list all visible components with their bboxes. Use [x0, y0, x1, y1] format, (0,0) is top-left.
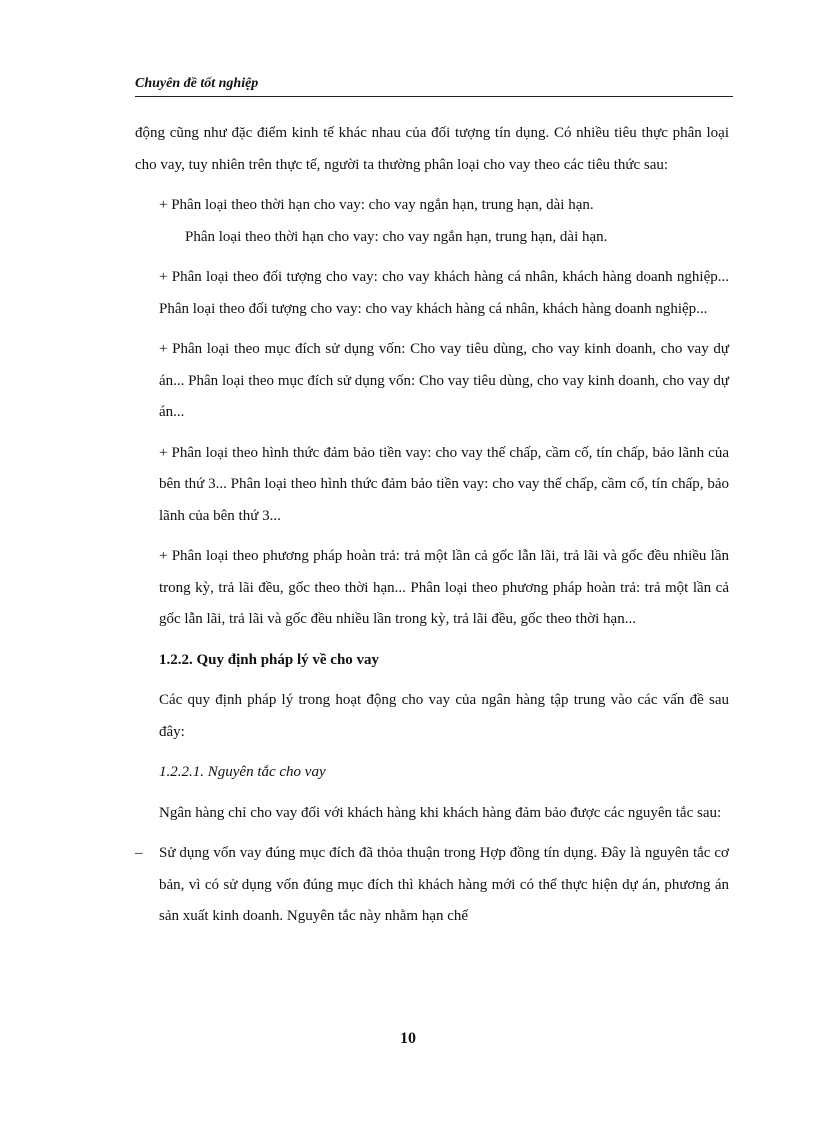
intro-paragraph: động cũng như đặc điểm kinh tế khác nhau của đối tượng tín dụng. Có nhiều tiêu thực phân loại cho vay, tuy nhiên trên thực tế, người ta thường phân loại cho vay theo các tiêu thức sau: — [135, 125, 729, 173]
classification-item-term-repeat: Phân loại theo thời hạn cho vay: cho vay ngắn hạn, trung hạn, dài hạn. — [185, 228, 608, 245]
section-heading: 1.2.2. Quy định pháp lý về cho vay — [159, 651, 380, 668]
classification-item-repayment: + Phân loại theo phương pháp hoàn trả: trả một lần cả gốc lẫn lãi, trả lãi và gốc đều nhiều lần trong kỳ, trả lãi đều, gốc theo thời hạn... Phân loại theo phương pháp hoàn trả: trả một lần cả gốc lẫn lãi, trả lãi và gốc đều nhiều lần trong kỳ, trả lãi đều, gốc theo thời hạn... — [159, 548, 729, 627]
subsection-heading: 1.2.2.1. Nguyên tắc cho vay — [159, 764, 326, 780]
header-rule — [135, 96, 733, 97]
page-body — [135, 118, 729, 933]
dash-bullet: – — [135, 845, 143, 861]
classification-item-purpose: + Phân loại theo mục đích sử dụng vốn: Cho vay tiêu dùng, cho vay kinh doanh, cho vay dự án... Phân loại theo mục đích sử dụng vốn: Cho vay tiêu dùng, cho vay kinh doanh, cho vay dự án... — [159, 341, 729, 420]
subsection-intro-paragraph: Ngân hàng chỉ cho vay đối với khách hàng khi khách hàng đảm bảo được các nguyên tắc sau: — [159, 804, 722, 821]
running-header: Chuyên đề tốt nghiệp — [135, 76, 259, 91]
principle-text: Sử dụng vốn vay đúng mục đích đã thỏa thuận trong Hợp đồng tín dụng. Đây là nguyên tắc cơ bản, vì có sử dụng vốn đúng mục đích thì khách hàng mới có thể thực hiện dự án, phương án sản xuất kinh doanh. Nguyên tắc này nhằm hạn chế — [159, 845, 729, 924]
page-number: 10 — [400, 1030, 416, 1047]
classification-item-object: + Phân loại theo đối tượng cho vay: cho vay khách hàng cá nhân, khách hàng doanh nghiệp... Phân loại theo đối tượng cho vay: cho vay khách hàng cá nhân, khách hàng doanh nghiệp... — [159, 269, 729, 317]
classification-item-term: + Phân loại theo thời hạn cho vay: cho vay ngắn hạn, trung hạn, dài hạn. — [159, 197, 594, 213]
classification-item-collateral: + Phân loại theo hình thức đảm bảo tiền vay: cho vay thế chấp, cầm cố, tín chấp, bảo lãnh của bên thứ 3... Phân loại theo hình thức đảm bảo tiền vay: cho vay thế chấp, cầm cố, tín chấp, bảo lãnh của bên thứ 3... — [159, 444, 729, 524]
principle-list-item — [135, 838, 729, 933]
section-intro-paragraph: Các quy định pháp lý trong hoạt động cho vay của ngân hàng tập trung vào các vấn đề sau đây: — [159, 692, 729, 740]
